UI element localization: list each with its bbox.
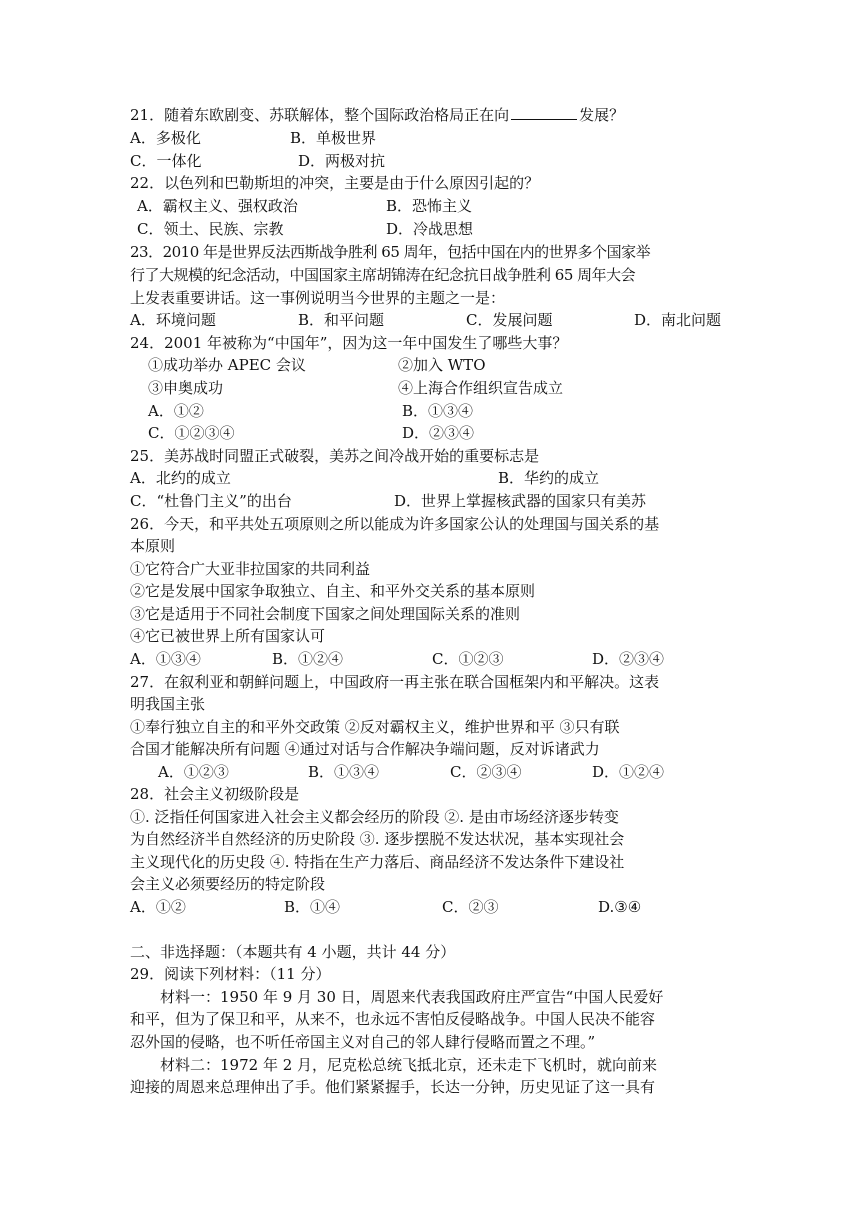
q26-item-2: ②它是发展中国家争取独立、自主、和平外交关系的基本原则 <box>130 582 536 600</box>
q29-material-2-line-1: 材料二：1972 年 2 月，尼克松总统飞抵北京，还未走下飞机时，就向前来 <box>160 1056 658 1074</box>
q26-item-3: ③它是适用于不同社会制度下国家之间处理国际关系的准则 <box>130 605 521 623</box>
q21-blank <box>511 105 577 120</box>
q21-stem-part2: 发展？ <box>579 106 625 124</box>
section-2-heading: 二、非选择题：（本题共有 4 小题，共计 44 分） <box>130 943 456 961</box>
q28-line-2: 为自然经济半自然经济的历史阶段 ③. 逐步摆脱不发达状况，基本实现社会 <box>130 830 625 848</box>
q24-option-a: A．①② <box>148 402 204 420</box>
q21-option-d: D．两极对抗 <box>298 152 386 170</box>
q27-line-4: 合国才能解决所有问题 ④通过对话与合作解决争端问题，反对诉诸武力 <box>130 740 600 758</box>
q23-line-1: 23．2010 年是世界反法西斯战争胜利 65 周年，包括中国在内的世界多个国家举 <box>130 243 651 261</box>
q27-option-c: C．②③④ <box>450 763 522 781</box>
q27-option-d: D．①②④ <box>592 763 665 781</box>
q28-stem: 28．社会主义初级阶段是 <box>130 785 300 803</box>
q26-option-d: D．②③④ <box>592 650 665 668</box>
q22-option-b: B．恐怖主义 <box>386 197 473 215</box>
q24-item-2: ②加入 WTO <box>398 356 486 374</box>
q24-stem: 24．2001 年被称为“中国年”，因为这一年中国发生了哪些大事？ <box>130 334 568 352</box>
q21-option-a: A．多极化 <box>130 129 201 147</box>
q27-option-b: B．①③④ <box>308 763 380 781</box>
q26-line-1: 26．今天，和平共处五项原则之所以能成为许多国家公认的处理国与国关系的基 <box>130 515 660 533</box>
q23-line-3: 上发表重要讲话。这一事例说明当今世界的主题之一是： <box>130 289 506 307</box>
q24-option-d: D．②③④ <box>402 424 475 442</box>
q26-option-b: B．①②④ <box>272 650 344 668</box>
q29-material-1-line-1: 材料一：1950 年 9 月 30 日，周恩来代表我国政府庄严宣告“中国人民爱好 <box>160 988 664 1006</box>
q28-option-d: D.③④ <box>598 898 642 916</box>
q26-option-a: A．①③④ <box>130 650 201 668</box>
q25-stem: 25．美苏战时同盟正式破裂，美苏之间冷战开始的重要标志是 <box>130 447 540 465</box>
q25-option-c: C．“杜鲁门主义”的出台 <box>130 492 292 510</box>
q29-stem: 29．阅读下列材料：（11 分） <box>130 965 331 983</box>
q27-line-3: ①奉行独立自主的和平外交政策 ②反对霸权主义，维护世界和平 ③只有联 <box>130 718 620 736</box>
q21-option-c: C．一体化 <box>130 152 202 170</box>
q24-item-1: ①成功举办 APEC 会议 <box>148 356 306 374</box>
q23-line-2: 行了大规模的纪念活动，中国国家主席胡锦涛在纪念抗日战争胜利 65 周年大会 <box>130 266 636 284</box>
q25-option-d: D．世界上掌握核武器的国家只有美苏 <box>394 492 647 510</box>
q28-option-a: A．①② <box>130 898 186 916</box>
q22-option-c: C．领土、民族、宗教 <box>137 220 284 238</box>
q23-option-b: B．和平问题 <box>298 311 385 329</box>
q21-stem <box>130 104 624 126</box>
q26-option-c: C．①②③ <box>432 650 504 668</box>
q26-line-2: 本原则 <box>130 537 176 555</box>
q28-line-3: 主义现代化的历史段 ④. 特指在生产力落后、商品经济不发达条件下建设社 <box>130 853 625 871</box>
q24-option-b: B．①③④ <box>402 402 474 420</box>
q25-option-b: B．华约的成立 <box>498 469 600 487</box>
q25-option-a: A．北约的成立 <box>130 469 231 487</box>
q23-option-d: D．南北问题 <box>634 311 722 329</box>
q22-option-d: D．冷战思想 <box>386 220 474 238</box>
q21-option-b: B．单极世界 <box>290 129 377 147</box>
q24-item-4: ④上海合作组织宣告成立 <box>398 379 564 397</box>
q22-option-a: A．霸权主义、强权政治 <box>137 197 298 215</box>
q26-item-1: ①它符合广大亚非拉国家的共同利益 <box>130 560 371 578</box>
q27-option-a: A．①②③ <box>158 763 229 781</box>
q29-material-1-line-3: 忍外国的侵略，也不听任帝国主义对自己的邻人肆行侵略而置之不理。” <box>130 1033 596 1051</box>
q29-material-2-line-2: 迎接的周恩来总理伸出了手。他们紧紧握手，长达一分钟，历史见证了这一具有 <box>130 1078 656 1096</box>
q29-material-1-line-2: 和平，但为了保卫和平，从来不，也永远不害怕反侵略战争。中国人民决不能容 <box>130 1010 656 1028</box>
q24-item-3: ③申奥成功 <box>148 379 224 397</box>
q26-item-4: ④它已被世界上所有国家认可 <box>130 627 326 645</box>
q28-option-b: B．①④ <box>284 898 341 916</box>
q21-stem-part1: 21．随着东欧剧变、苏联解体，整个国际政治格局正在向 <box>130 106 510 124</box>
q23-option-a: A．环境问题 <box>130 311 216 329</box>
q27-line-2: 明我国主张 <box>130 695 206 713</box>
q22-stem: 22．以色列和巴勒斯坦的冲突，主要是由于什么原因引起的？ <box>130 174 540 192</box>
q28-line-1: ①. 泛指任何国家进入社会主义都会经历的阶段 ②. 是由市场经济逐步转变 <box>130 808 619 826</box>
q23-option-c: C．发展问题 <box>466 311 553 329</box>
q28-line-4: 会主义必须要经历的特定阶段 <box>130 875 326 893</box>
q28-option-c: C．②③ <box>442 898 499 916</box>
q24-option-c: C．①②③④ <box>148 424 235 442</box>
q27-line-1: 27．在叙利亚和朝鲜问题上，中国政府一再主张在联合国框架内和平解决。这表 <box>130 673 660 691</box>
